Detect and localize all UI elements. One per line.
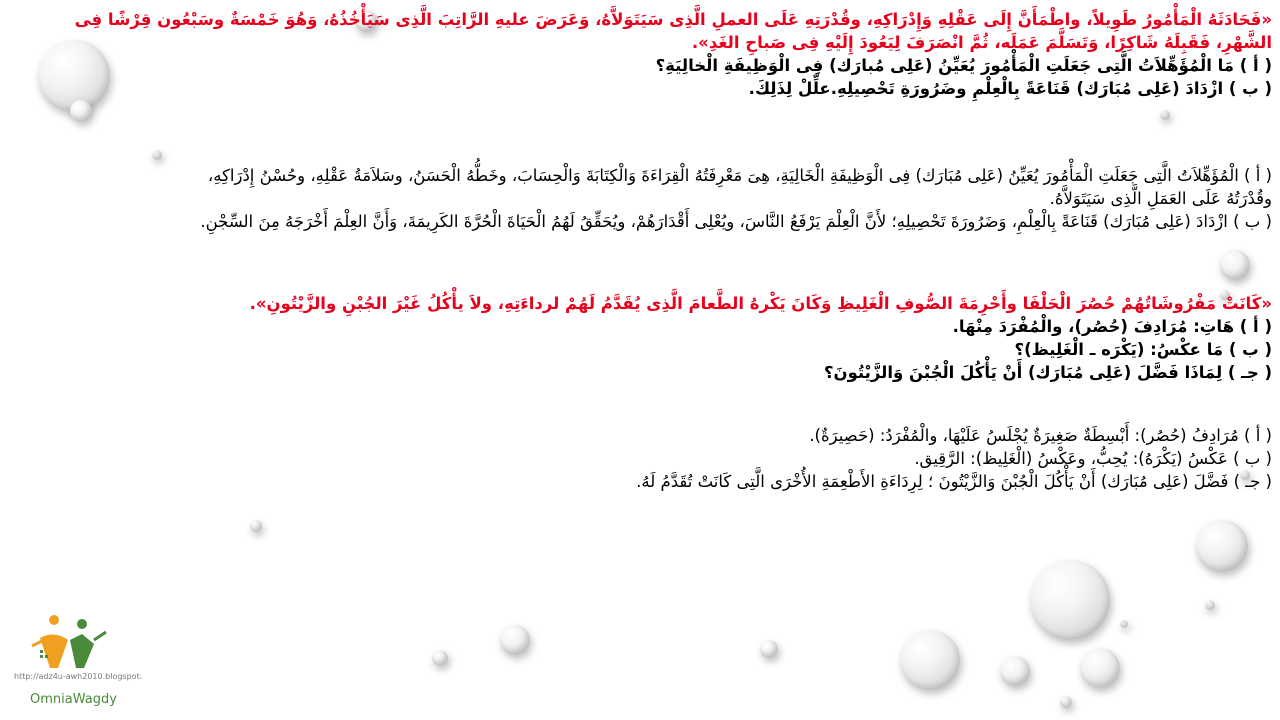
question-b: ( ب ) ازْدَادَ (عَلِى مُبَارَك) قَنَاعَةً بِالْعِلْمِ وضَرُورَةِ تَحْصِيلِهِ.علِّلْ لِذَلِكَ. xyxy=(748,79,1272,98)
answers-1 xyxy=(12,164,1272,233)
water-drop xyxy=(70,100,92,122)
question-a: ( أ ) هَاتِ: مُرَادِفَ (حُصُر)، والْمُفْرَدَ مِنْهَا. xyxy=(952,317,1272,336)
water-drop xyxy=(1196,520,1248,572)
answer-a: ( أ ) مُرَادِفُ (حُصُر): أَبْسِطَةٌ صَغِيرَةٌ يُجْلَسُ عَلَيْهَا، والْمُفْرَدُ: (حَصِيرَةٌ). xyxy=(809,426,1272,445)
water-drop xyxy=(1120,620,1128,628)
answer-b: ( ب ) ازْدَادَ (عَلِى مُبَارَك) قَنَاعَةً بِالْعِلْمِ، وَضَرُورَةَ تَحْصِيلِهِ؛ لأَنَّ الْعِلْمَ يَرْفَعُ النَّاسَ، ويُعْلِى أَقْدَارَهُمْ، ويُحَقِّقُ لَهُمُ الْحَيَاةَ الْحُرَّةَ الكَرِيمَةَ، وَأَنَّ العِلْمَ أَخْرَجَهُ مِنَ السِّجْنِ. xyxy=(200,212,1272,231)
water-drop xyxy=(1030,560,1110,640)
water-drop xyxy=(152,150,162,160)
passage-1 xyxy=(12,8,1272,100)
question-a: ( أ ) مَا الْمُؤَهِّلاَتُ الَّتِى جَعَلَتِ الْمَأْمُورَ يُعَيِّنُ (عَلِى مُبارَك) فِى الْوَظِيفَةِ الْخالِيَةِ؟ xyxy=(655,56,1272,75)
water-drop xyxy=(1080,648,1120,688)
water-drop xyxy=(1160,110,1170,120)
answer-c: ( جـ ) فَضَّلَ (عَلِى مُبَارَك) أَنْ يَأْكُلَ الْجُبْنَ وَالزَّيْتُونَ ؛ لِرِدَاءَةِ الأَطْعِمَةِ الأُخْرَى الَّتِى كَانَتْ تُقَدَّمُ لَهُ. xyxy=(636,472,1272,491)
quote-line: الشَّهْرِ، فَقَبِلَهُ شَاكِرًا، وَتَسَلَّمَ عَمَلَه، ثُمَّ انْصَرَفَ لِيَعُودَ إِلَيْهِ فِى صَباحِ الغَدِ». xyxy=(691,33,1272,52)
quote-line: «فَحَادَثَهُ الْمَأْمُورُ طَوِيلاً، واطْمَأَنَّ إِلَى عَقْلِهِ وَإِدْرَاكِهِ، وقُدْرَتِهِ عَلَى العملِ الَّذِى سَيَتَوَلاَّهُ، وَعَرَضَ عليهِ الرَّاتِبَ الَّذِى سَيَأْخُذُهُ، وَهُوَ خَمْسَةٌ وسَبْعُون قِرْشًا فِى xyxy=(74,10,1272,29)
water-drop xyxy=(1220,250,1250,280)
answer-a: ( أ ) الْمُؤَهِّلاَتُ الَّتِى جَعَلَتِ الْمَأْمُورَ يُعَيِّنُ (عَلِى مُبَارَك) فِى الْوَظِيفَةِ الْخَالِيَةِ، هِىَ مَعْرِفَتُهُ الْقِرَاءَةَ وَالْكِتَابَةَ وَالْحِسَابَ، وخَطُّهُ الْحَسَنُ، وسَلاَمَةُ عَقْلِهِ، وحُسْنُ إِدْرَاكِهِ، xyxy=(207,166,1272,185)
water-drop xyxy=(250,520,262,532)
water-drop xyxy=(432,650,448,666)
water-drop xyxy=(760,640,778,658)
answer-b: ( ب ) عَكْسُ (يَكْرَهُ): يُحِبُّ، وعَكْسُ (الْغَلِيظ): الرَّقِيق. xyxy=(914,449,1272,468)
question-b: ( ب ) مَا عكْسُ: (يَكْرَه ـ الْغَلِيظ)؟ xyxy=(1014,340,1272,359)
site-logo xyxy=(10,610,143,710)
water-drop xyxy=(1205,600,1215,610)
water-drop xyxy=(1060,696,1072,708)
answer-a-continued: وقُدْرَتُهُ عَلَى العَمَلِ الَّذِى سَيَتَوَلاَّهُ. xyxy=(1049,189,1272,208)
people-logo-icon xyxy=(10,610,120,674)
passage-2 xyxy=(12,292,1272,384)
question-c: ( جـ ) لِمَاذَا فَضَّلَ (عَلِى مُبَارَك) أَنْ يَأْكُلَ الْجُبْنَ وَالزَّيْتُونَ؟ xyxy=(823,363,1272,382)
answers-2 xyxy=(12,424,1272,493)
quote-line: «كَانَتْ مَفْرُوشَاتُهُمْ حُصُرَ الْحَلْفَا وأَحْرِمَةَ الصُّوفِ الْغَلِيظِ وَكَانَ يَكْرهُ الطَّعامَ الَّذِى يُقَدَّمُ لَهُمْ لرداءَتِهِ، ولاَ يأْكُلُ غَيْرَ الجُبْنِ والزَّيْتُونِ». xyxy=(249,294,1272,313)
water-drop xyxy=(500,625,530,655)
logo-url[interactable]: http://adz4u-awh2010.blogspot. xyxy=(14,672,143,681)
water-drop xyxy=(900,630,960,690)
water-drop xyxy=(1000,656,1030,686)
logo-name: OmniaWagdy xyxy=(30,692,117,707)
